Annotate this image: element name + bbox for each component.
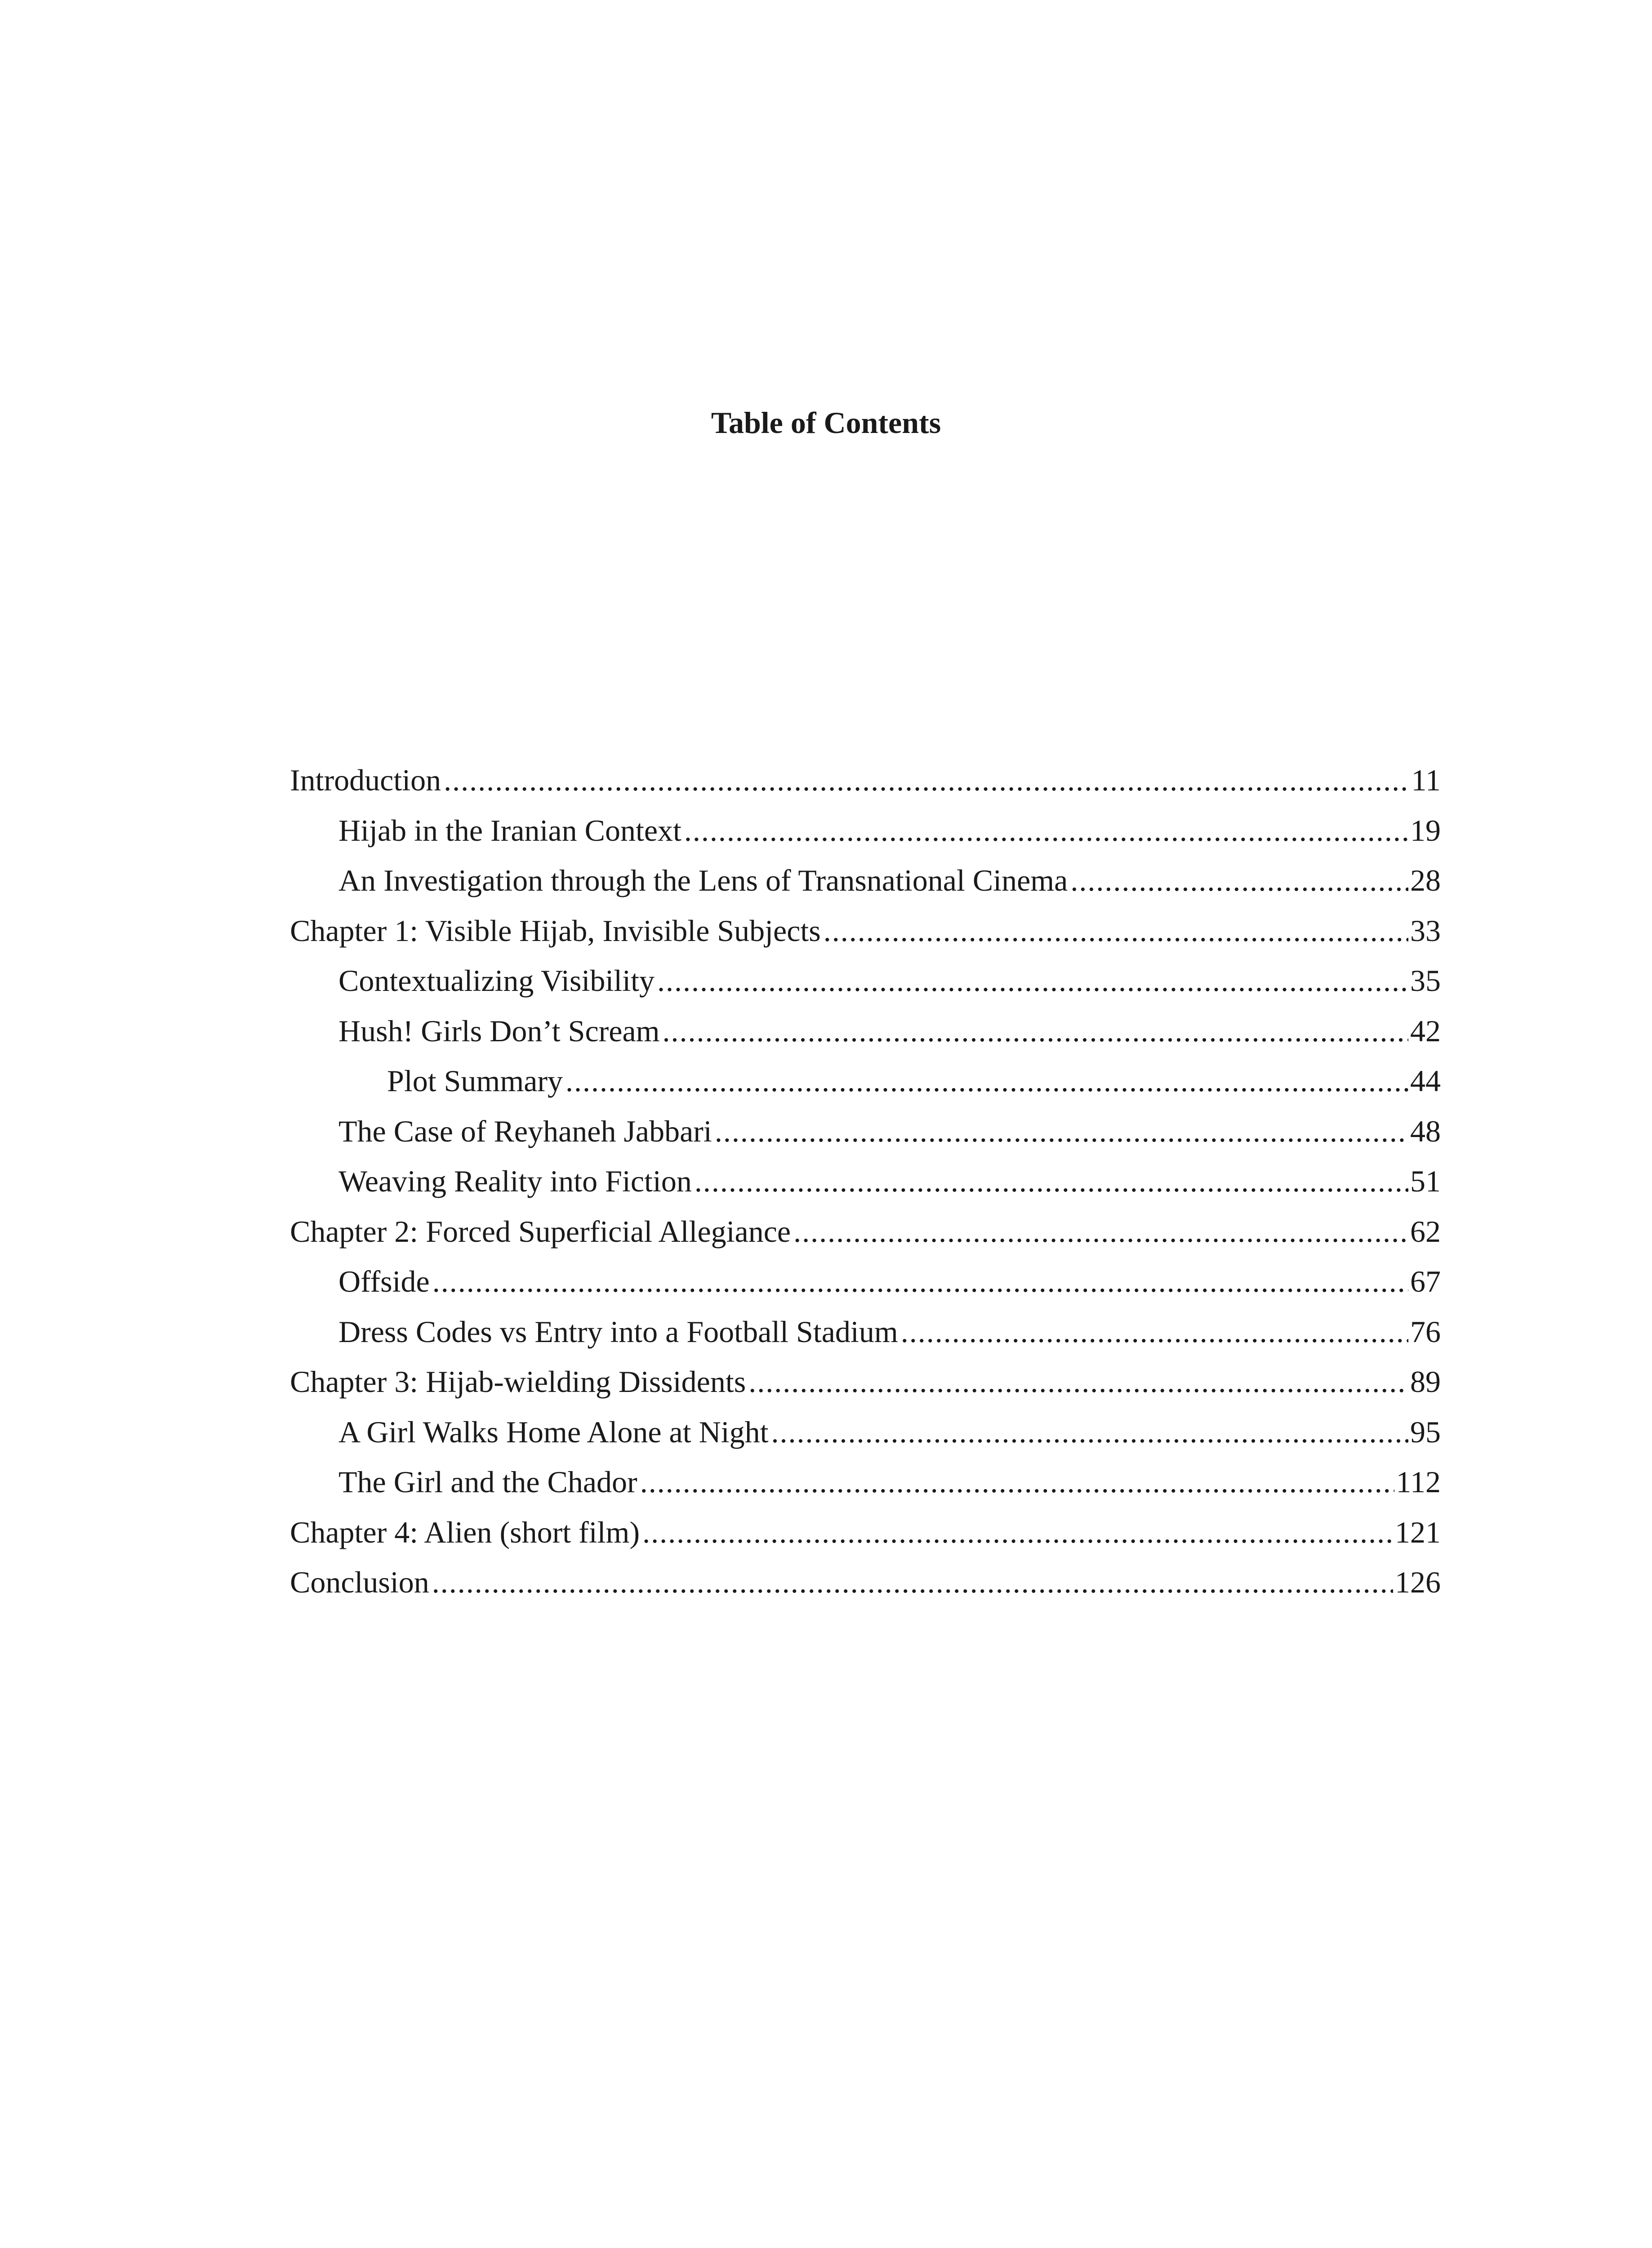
dot-leader xyxy=(432,1257,1408,1307)
toc-entry-text: Plot Summary xyxy=(387,1064,563,1098)
toc-entry-chapter-1[interactable] xyxy=(290,906,1441,956)
toc-entry-chapter-3[interactable] xyxy=(290,1357,1441,1407)
toc-entry-text: An Investigation through the Lens of Transnational Cinema xyxy=(338,863,1068,897)
toc-entry-text: Dress Codes vs Entry into a Football Stadium xyxy=(338,1314,898,1349)
toc-entry-page: 35 xyxy=(1410,963,1441,998)
toc-entry-weaving-reality[interactable] xyxy=(290,1156,1441,1207)
toc-entry-text: The Girl and the Chador xyxy=(338,1465,637,1499)
toc-entry-introduction[interactable] xyxy=(290,755,1441,806)
dot-leader xyxy=(695,1156,1408,1207)
toc-entry-text: Hijab in the Iranian Context xyxy=(338,813,681,847)
toc-entry-contextualizing-visibility[interactable] xyxy=(290,956,1441,1006)
toc-entry-text: Chapter 4: Alien (short film) xyxy=(290,1515,640,1549)
toc-entry-page: 121 xyxy=(1395,1515,1441,1549)
toc-entry-page: 62 xyxy=(1410,1214,1441,1249)
toc-entry-page: 95 xyxy=(1410,1414,1441,1449)
toc-entry-hijab-iranian-context[interactable] xyxy=(290,806,1441,856)
toc-entry-page: 19 xyxy=(1410,813,1441,847)
dot-leader xyxy=(444,755,1409,806)
toc-entry-text: Introduction xyxy=(290,763,441,797)
toc-entry-girl-and-chador[interactable] xyxy=(290,1457,1441,1508)
dot-leader xyxy=(566,1056,1408,1106)
toc-entry-reyhaneh-jabbari[interactable] xyxy=(290,1106,1441,1157)
toc-entry-hush-girls[interactable] xyxy=(290,1006,1441,1057)
toc-entry-text: Contextualizing Visibility xyxy=(338,963,655,998)
toc-entry-chapter-4[interactable] xyxy=(290,1508,1441,1558)
toc-entry-text: Weaving Reality into Fiction xyxy=(338,1164,692,1198)
toc-entry-text: A Girl Walks Home Alone at Night xyxy=(338,1414,769,1449)
toc-entry-text: Chapter 1: Visible Hijab, Invisible Subjects xyxy=(290,913,821,948)
toc-entry-page: 44 xyxy=(1410,1064,1441,1098)
toc-list xyxy=(290,755,1441,1608)
toc-entry-page: 112 xyxy=(1396,1465,1441,1499)
dot-leader xyxy=(684,806,1408,856)
toc-entry-text: Hush! Girls Don’t Scream xyxy=(338,1013,660,1048)
toc-entry-text: Chapter 2: Forced Superficial Allegiance xyxy=(290,1214,791,1249)
toc-entry-transnational-cinema[interactable] xyxy=(290,856,1441,906)
toc-entry-page: 76 xyxy=(1410,1314,1441,1349)
toc-entry-page: 48 xyxy=(1410,1114,1441,1148)
toc-entry-page: 11 xyxy=(1411,763,1441,797)
dot-leader xyxy=(901,1307,1408,1357)
toc-entry-dress-codes[interactable] xyxy=(290,1307,1441,1357)
toc-entry-text: Offside xyxy=(338,1264,430,1298)
toc-entry-plot-summary[interactable] xyxy=(290,1056,1441,1106)
toc-entry-text: The Case of Reyhaneh Jabbari xyxy=(338,1114,712,1148)
toc-entry-page: 28 xyxy=(1410,863,1441,897)
dot-leader xyxy=(642,1508,1393,1558)
toc-entry-page: 42 xyxy=(1410,1013,1441,1048)
toc-entry-conclusion[interactable] xyxy=(290,1557,1441,1608)
dot-leader xyxy=(793,1207,1408,1257)
toc-entry-girl-walks-home[interactable] xyxy=(290,1407,1441,1458)
toc-entry-text: Conclusion xyxy=(290,1565,429,1599)
dot-leader xyxy=(748,1357,1408,1407)
dot-leader xyxy=(824,906,1408,956)
toc-entry-text: Chapter 3: Hijab-wielding Dissidents xyxy=(290,1365,746,1399)
dot-leader xyxy=(432,1557,1393,1608)
toc-entry-page: 89 xyxy=(1410,1365,1441,1399)
toc-entry-page: 67 xyxy=(1410,1264,1441,1298)
toc-entry-offside[interactable] xyxy=(290,1257,1441,1307)
dot-leader xyxy=(663,1006,1408,1057)
dot-leader xyxy=(657,956,1408,1006)
toc-entry-page: 126 xyxy=(1395,1565,1441,1599)
dot-leader xyxy=(715,1106,1408,1157)
dot-leader xyxy=(640,1457,1394,1508)
dot-leader xyxy=(771,1407,1408,1458)
dot-leader xyxy=(1070,856,1408,906)
toc-entry-chapter-2[interactable] xyxy=(290,1207,1441,1257)
toc-entry-page: 33 xyxy=(1410,913,1441,948)
page-title: Table of Contents xyxy=(711,406,941,440)
toc-entry-page: 51 xyxy=(1410,1164,1441,1198)
